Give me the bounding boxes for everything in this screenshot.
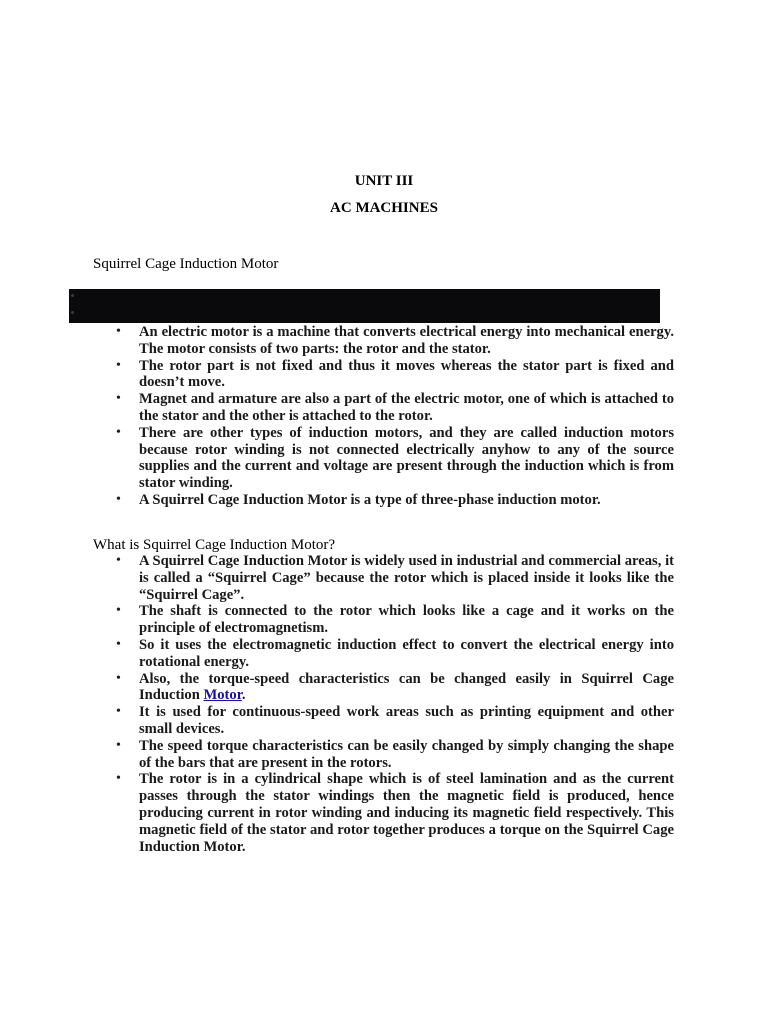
list-item: • The speed torque characteristics can be easily changed by simply changing the shape of the bars that are present in the rotors.: [116, 737, 674, 771]
bullet-icon: •: [116, 553, 121, 568]
bullet-icon: •: [116, 391, 121, 407]
bullet-icon: •: [116, 324, 121, 339]
black-banner: [69, 289, 660, 323]
banner-dot: [71, 311, 74, 314]
list-item: • The rotor part is not fixed and thus it moves whereas the stator part is fixed and doesn’t move.: [116, 357, 674, 391]
banner-dot: [71, 294, 74, 297]
bullet-icon: •: [116, 424, 121, 440]
section-heading-squirrel-cage: Squirrel Cage Induction Motor: [93, 256, 279, 272]
list-item: • A Squirrel Cage Induction Motor is a type of three-phase induction motor.: [116, 491, 601, 508]
bullet-list-what-is: [0, 553, 674, 855]
list-item: • An electric motor is a machine that converts electrical energy into mechanical energy. The motor consists of two parts: the rotor and the stator.: [116, 324, 674, 357]
list-item: • Magnet and armature are also a part of the electric motor, one of which is attached to the stator and the other is attached to the rotor.: [116, 391, 674, 424]
list-item: • The rotor is in a cylindrical shape which is of steel lamination and as the current passes through the stator windings then the magnetic field is produced, hence producing current in rotor winding and inducing its magnetic field respectively. This magnetic field of the stator and rotor together produces a torque on the Squirrel Cage Induction Motor.: [116, 771, 674, 855]
list-item: • The shaft is connected to the rotor which looks like a cage and it works on the principle of electromagnetism.: [116, 603, 674, 637]
section-heading-what-is: What is Squirrel Cage Induction Motor?: [93, 537, 336, 553]
list-item: • A Squirrel Cage Induction Motor is widely used in industrial and commercial areas, it is called a “Squirrel Cage” because the rotor which is placed inside it looks like the “Squirrel Cage”.: [116, 553, 674, 603]
list-item: • Also, the torque-speed characteristics can be changed easily in Squirrel Cage Induction Motor.: [116, 670, 674, 704]
list-item: • It is used for continuous-speed work areas such as printing equipment and other small devices.: [116, 704, 674, 737]
bullet-icon: •: [116, 357, 121, 373]
subject-title: AC MACHINES: [330, 200, 438, 216]
list-item: • There are other types of induction motors, and they are called induction motors because rotor winding is not connected electrically anyhow to any of the source supplies and the current and voltage are present through the induction which is from stator winding.: [116, 424, 674, 492]
bullet-list-intro: [0, 324, 674, 509]
motor-link[interactable]: Motor: [203, 687, 242, 704]
bullet-icon: •: [116, 737, 121, 753]
bullet-icon: •: [116, 491, 121, 507]
list-item: • So it uses the electromagnetic induction effect to convert the electrical energy into rotational energy.: [116, 636, 674, 670]
unit-title: UNIT III: [354, 173, 414, 189]
bullet-icon: •: [116, 670, 121, 686]
bullet-icon: •: [116, 603, 121, 619]
bullet-icon: •: [116, 704, 121, 720]
bullet-icon: •: [116, 771, 121, 787]
bullet-icon: •: [116, 636, 121, 652]
